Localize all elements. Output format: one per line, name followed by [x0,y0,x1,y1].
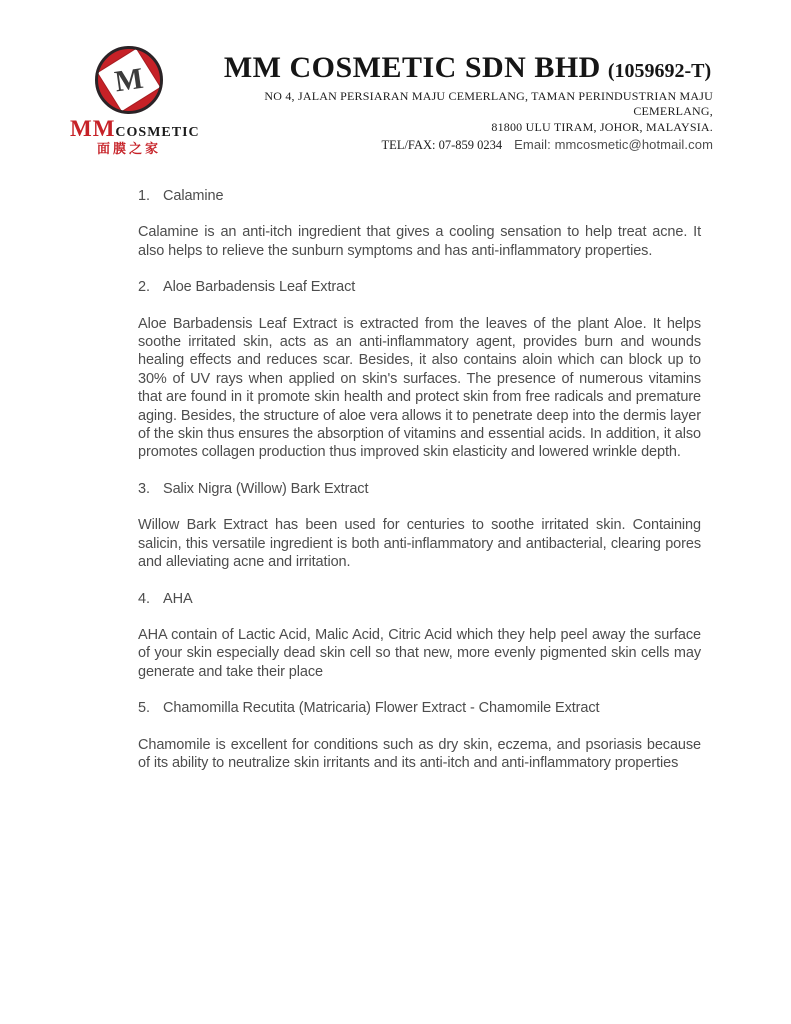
company-name: MM COSMETIC SDN BHD [223,51,601,84]
ingredient-number: 5. [138,700,150,717]
ingredient-description: AHA contain of Lactic Acid, Malic Acid, Citric Acid which they help peel away the surface of your skin especially dead skin cell so that new, more evenly pigmented skin cells may generate and take their place [138,626,701,680]
ingredient-heading [138,590,701,608]
ingredient-heading [138,480,701,498]
ingredient-name: AHA [163,590,193,607]
ingredient-description: Willow Bark Extract has been used for centuries to soothe irritated skin. Containing salicin, this versatile ingredient is both anti-inflammatory and antibacterial, clearing pores and alleviating acne and irritation. [138,517,701,571]
ingredient-name: Aloe Barbadensis Leaf Extract [163,279,356,296]
telfax-text: TEL/FAX: 07-859 0234 [381,138,503,152]
ingredient-item [138,699,701,772]
ingredient-heading [138,187,701,205]
logo-brand-mm: MM [70,116,116,141]
company-title-line [222,52,713,84]
logo-diamond-shape [98,49,160,111]
logo-mark-icon [95,46,163,114]
ingredient-number: 4. [138,590,150,607]
letterhead-text-block [222,52,713,154]
ingredient-number: 3. [138,480,150,497]
company-registration-number: (1059692-T) [607,60,712,82]
logo-monogram: M [112,61,146,98]
email-text: Email: mmcosmetic@hotmail.com [514,137,713,152]
ingredient-item [138,480,701,572]
document-body [138,187,701,790]
ingredient-item [138,278,701,462]
ingredient-name: Salix Nigra (Willow) Bark Extract [163,480,369,497]
ingredient-description: Chamomile is excellent for conditions such as dry skin, eczema, and psoriasis because of its ability to neutralize skin irritants and its anti-itch and anti-inflammatory properties [138,736,701,771]
company-logo [70,46,200,156]
logo-brand-cosmetic: COSMETIC [115,125,200,140]
ingredient-number: 2. [138,279,150,296]
ingredient-item [138,590,701,682]
address-line-1: NO 4, JALAN PERSIARAN MAJU CEMERLANG, TAMAN PERINDUSTRIAN MAJU CEMERLANG, [264,88,713,118]
ingredient-heading [138,699,701,717]
ingredient-item [138,187,701,260]
address-line-2: 81800 ULU TIRAM, JOHOR, MALAYSIA. [491,119,713,134]
contact-line [222,136,713,154]
ingredient-number: 1. [138,188,150,204]
ingredient-description: Aloe Barbadensis Leaf Extract is extracted from the leaves of the plant Aloe. It helps soothe irritated skin, acts as an anti-inflammatory agent, provides burn and wounds healing effects and reduces scar. Besides, it also contains aloin which can block up to 30% of UV rays when applied on skin's surfaces. The presence of numerous vitamins that are found in it promote skin health and protect skin from free radicals and premature aging. Besides, the structure of aloe vera allows it to penetrate deep into the dermis layer of the skin thus ensures the absorption of vitamins and essential acids. In addition, it also promotes collagen production thus improved skin elasticity and lowered wrinkle depth. [138,315,701,461]
logo-chinese-name: 面膜之家 [96,141,161,156]
ingredient-name: Chamomilla Recutita (Matricaria) Flower Extract - Chamomile Extract [163,700,600,717]
ingredient-description: Calamine is an anti-itch ingredient that gives a cooling sensation to help treat acne. It also helps to relieve the sunburn symptoms and has anti-inflammatory properties. [138,224,701,259]
ingredient-heading [138,278,701,296]
ingredient-name: Calamine [163,188,224,204]
logo-brand-text [70,116,200,141]
